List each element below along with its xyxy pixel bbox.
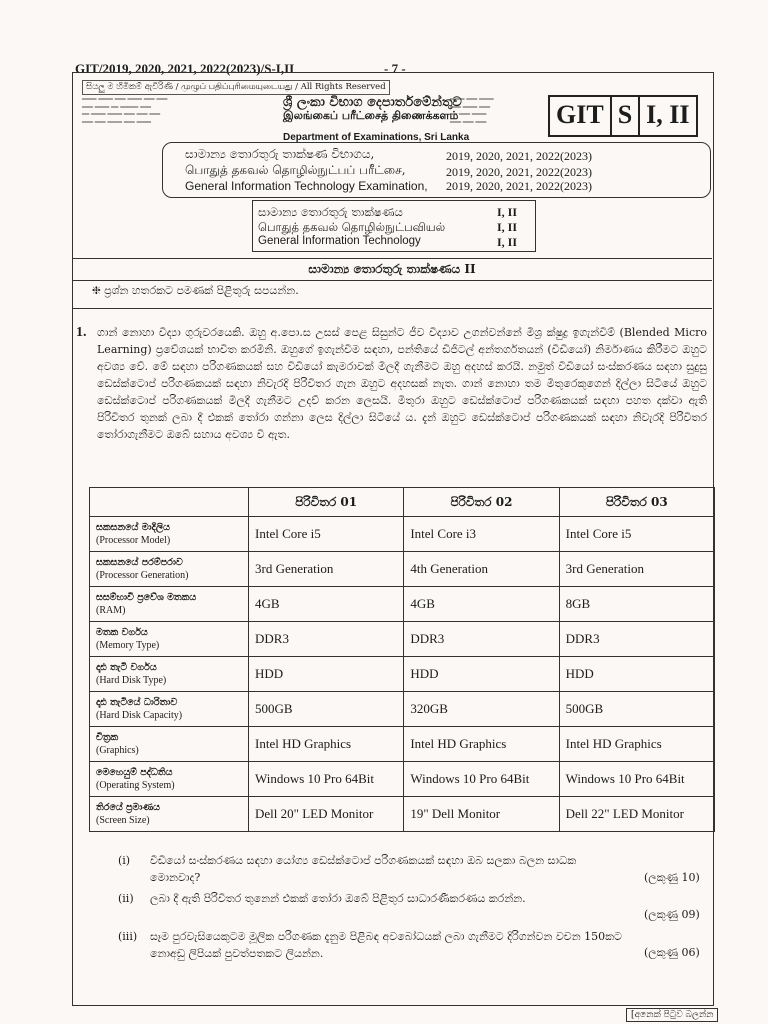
row-label-english: (Hard Disk Type) bbox=[96, 675, 167, 686]
page-number: - 7 - bbox=[384, 61, 406, 76]
table-header-row bbox=[90, 488, 715, 517]
table-cell: Intel Core i5 bbox=[249, 517, 404, 552]
table-row bbox=[90, 762, 715, 797]
table-cell: 3rd Generation bbox=[249, 552, 404, 587]
subquestion-marks: (ලකුණු 10) bbox=[644, 871, 700, 884]
table-row bbox=[90, 552, 715, 587]
row-label-sinhala: දෘඪ තැටි වර්ගය bbox=[96, 662, 157, 673]
exam-title-sinhala: සාමාන්‍ය තොරතුරු තාක්ෂණ විභාගය, bbox=[185, 147, 375, 161]
row-label bbox=[90, 762, 249, 797]
table-cell: 4GB bbox=[249, 587, 404, 622]
exam-years: 2019, 2020, 2021, 2022(2023) bbox=[446, 165, 592, 179]
row-label-english: (Memory Type) bbox=[96, 640, 160, 651]
table-cell: HDD bbox=[249, 657, 404, 692]
subject-sinhala: සාමාන්‍ය තොරතුරු තාක්ෂණය bbox=[258, 205, 403, 219]
git-code-part: GIT bbox=[550, 97, 612, 135]
paper-code: GIT/2019, 2020, 2021, 2022(2023)/S-I,II bbox=[75, 61, 295, 76]
department-tamil: இலங்கைப் பரீட்சைத் திணைக்களம் bbox=[283, 109, 459, 122]
row-label-english: (Processor Generation) bbox=[96, 570, 189, 581]
table-row bbox=[90, 517, 715, 552]
question-number: 1. bbox=[76, 325, 87, 340]
row-label bbox=[90, 797, 249, 832]
git-code-part: S bbox=[612, 97, 640, 135]
paper-title: සාමාන්‍ය තොරතුරු තාක්ෂණය II bbox=[72, 258, 712, 281]
table-cell: 3rd Generation bbox=[559, 552, 714, 587]
subquestion-number: (i) bbox=[118, 854, 131, 867]
table-cell: Intel HD Graphics bbox=[249, 727, 404, 762]
table-cell: Intel Core i5 bbox=[559, 517, 714, 552]
table-cell: HDD bbox=[559, 657, 714, 692]
exam-years: 2019, 2020, 2021, 2022(2023) bbox=[446, 149, 592, 163]
row-label bbox=[90, 657, 249, 692]
specifications-table bbox=[89, 487, 715, 832]
row-label-sinhala: දෘඪ තැටියේ ධාරිතාව bbox=[96, 697, 178, 708]
row-label bbox=[90, 622, 249, 657]
row-label bbox=[90, 517, 249, 552]
subject-numerals: I, II bbox=[497, 220, 518, 234]
table-row bbox=[90, 657, 715, 692]
table-cell: Dell 20" LED Monitor bbox=[249, 797, 404, 832]
exam-title-english: General Information Technology Examination, bbox=[185, 179, 428, 193]
table-cell: Intel Core i3 bbox=[404, 517, 559, 552]
row-label-sinhala: සසම්භාවී ප්‍රවේශ මතකය bbox=[96, 592, 197, 603]
subquestion-text: ලබා දී ඇති පිරිවිතර තුනෙන් එකක් තෝරා ඔබේ පිළිතුර සාධාරණීකරණය කරන්න. bbox=[150, 892, 526, 905]
subquestion-text: සෑම පුරවැසියෙකුටම මූලික පරිගණක දැනුම පිළිබඳ අවබෝධයක් ලබා ගැනීමට දිරිගන්වන වචන 150කට නොඅඩු ලිපියක් පුවත්පතකට ලියන්න. bbox=[150, 930, 622, 960]
row-label-english: (Hard Disk Capacity) bbox=[96, 710, 183, 721]
table-row bbox=[90, 692, 715, 727]
table-cell: 4GB bbox=[404, 587, 559, 622]
git-code-part: I, II bbox=[646, 100, 690, 129]
row-label bbox=[90, 727, 249, 762]
subquestion-marks: (ලකුණු 09) bbox=[644, 908, 700, 921]
row-label-sinhala: මතක වර්ගය bbox=[96, 627, 148, 638]
table-cell: Windows 10 Pro 64Bit bbox=[249, 762, 404, 797]
exam-title-tamil: பொதுத் தகவல் தொழில்நுட்பப் பரீட்சை, bbox=[185, 163, 406, 177]
copyright-smallprint: ════ ════ ═══ ════ ═══ ═══ ═══ ════ ══ ═════ ═══ ══ ════ ════ ═══ ═══ ═══ ═══ ═══ ════ ═══ ════ bbox=[82, 96, 168, 126]
subject-tamil: பொதுத் தகவல் தொழில்நுட்பவியல் bbox=[258, 220, 446, 234]
table-cell: HDD bbox=[404, 657, 559, 692]
table-cell: 500GB bbox=[249, 692, 404, 727]
subquestion-marks: (ලකුණු 06) bbox=[644, 946, 700, 959]
row-label-sinhala: සකසනයේ මාදිලිය bbox=[96, 522, 170, 533]
row-label-english: (RAM) bbox=[96, 605, 126, 616]
git-code-box bbox=[548, 95, 698, 137]
copyright-smallprint-right: ════ ═══ ════ ═══ ════ ═══ ══ ═══ ════ ═══ ═══ ═══ bbox=[450, 96, 494, 126]
exam-years: 2019, 2020, 2021, 2022(2023) bbox=[446, 179, 592, 193]
table-header-cell: පිරිවිතර 01 bbox=[249, 488, 404, 517]
table-header-cell: පිරිවිතර 02 bbox=[404, 488, 559, 517]
table-cell: DDR3 bbox=[559, 622, 714, 657]
table-cell: 500GB bbox=[559, 692, 714, 727]
instruction: ❈ ප්‍රශ්න හතරකට පමණක් පිළිතුරු සපයන්න. bbox=[92, 284, 299, 297]
table-row bbox=[90, 727, 715, 762]
table-cell: 320GB bbox=[404, 692, 559, 727]
subject-numerals: I, II bbox=[497, 235, 518, 249]
table-cell: Dell 22" LED Monitor bbox=[559, 797, 714, 832]
table-row bbox=[90, 622, 715, 657]
department-sinhala: ශ්‍රී ලංකා විභාග දෙපාර්තමේන්තුව bbox=[283, 95, 462, 110]
row-label bbox=[90, 552, 249, 587]
subquestion-number: (ii) bbox=[118, 892, 134, 905]
row-label-english: (Graphics) bbox=[96, 745, 139, 756]
turn-over-note: [අනෙක් පිටුව බලන්න bbox=[626, 1008, 718, 1022]
table-cell: 19" Dell Monitor bbox=[404, 797, 559, 832]
row-label-sinhala: තිරයේ ප්‍රමාණය bbox=[96, 802, 160, 813]
table-cell: 4th Generation bbox=[404, 552, 559, 587]
table-cell: DDR3 bbox=[249, 622, 404, 657]
table-row bbox=[90, 587, 715, 622]
row-label-sinhala: මෙහෙයුම් පද්ධතිය bbox=[96, 767, 173, 778]
table-cell: Windows 10 Pro 64Bit bbox=[559, 762, 714, 797]
subquestion-number: (iii) bbox=[118, 930, 138, 943]
row-label bbox=[90, 692, 249, 727]
row-label-english: (Processor Model) bbox=[96, 535, 171, 546]
subject-numerals: I, II bbox=[497, 205, 518, 219]
table-row bbox=[90, 797, 715, 832]
table-header-cell: පිරිවිතර 03 bbox=[559, 488, 714, 517]
department-english: Department of Examinations, Sri Lanka bbox=[283, 132, 470, 143]
subject-english: General Information Technology bbox=[258, 235, 421, 247]
row-label-english: (Operating System) bbox=[96, 780, 175, 791]
table-header-cell bbox=[90, 488, 249, 517]
row-label-english: (Screen Size) bbox=[96, 815, 150, 826]
row-label bbox=[90, 587, 249, 622]
row-label-sinhala: චිත්‍රක bbox=[96, 732, 119, 743]
table-cell: Windows 10 Pro 64Bit bbox=[404, 762, 559, 797]
subquestion-text: වීඩියෝ සංස්කරණය සඳහා යෝග්‍ය ඩෙස්ක්ටොප් පරිගණකයක් සඳහා ඔබ සලකා බලන සාධක මොනවාද? bbox=[150, 854, 577, 884]
table-cell: Intel HD Graphics bbox=[559, 727, 714, 762]
rights-notice: සියලු ම හිමිකම් ඇවිරිණි / முழுப் பதிப்புரிமையுடையது / All Rights Reserved bbox=[82, 80, 390, 95]
row-label-sinhala: සකසනයේ පරම්පරාව bbox=[96, 557, 183, 568]
divider bbox=[72, 308, 712, 309]
question-text: ගාන් නොහා විද්‍යා ගුරුවරයෙකි. ඔහු අ.පො.ස උසස් පෙළ සිසුන්ට ජීව විද්‍යාව උගන්වන්නේ මිශ්‍ර ක්ෂුද්‍ර ඉගැන්වීම් (Blended Micro Learning) ප්‍රවේශයක් භාවිත කරමිනි. ඔහුගේ ඉගැන්වීම සඳහා, පන්තියේ ඩිජිටල් අන්තර්ගතයන් (වීඩියෝ) නිර්මාණය කිරීමට ඔහුට අවශ්‍ය වේ. මේ සඳහා පරිගණකයක් සහ වීඩියෝ කැමරාවක් මිලදී ගැනීමට ඔහු අදහස් කරයි. නමුත් වීඩියෝ සංස්කරණය සඳහා සුදුසු ඩෙස්ක්ටොප් පරිගණකයක් සඳහා නිවැරදි පිරිවිතර ගැන ඔහුට අදහසක් නැත. ගාන් නොහා තම මිතුරෙකුගෙන් දිල්ලා සිටියේ ඔහුට ඩෙස්ක්ටොප් පරිගණකයක් මිලදී ගැනීමට උදව් කරන ලෙසයි. මිතුරා ඔහුට ඩෙස්ක්ටොප් පරිගණකයක් සඳහා පහත දක්වා ඇති පිරිවිතර තුනක් ලබා දී එකක් තෝරා ගන්නා ලෙස දිල්ලා සිටියේ ය. දැන් ඔහුට ඩෙස්ක්ටොප් පරිගණකයක් සඳහා නිවැරදි පිරිවිතර තෝරාගැනීමට ඔබේ සහාය අවශ්‍ය වී ඇත. bbox=[97, 326, 707, 441]
table-cell: Intel HD Graphics bbox=[404, 727, 559, 762]
table-cell: DDR3 bbox=[404, 622, 559, 657]
table-cell: 8GB bbox=[559, 587, 714, 622]
